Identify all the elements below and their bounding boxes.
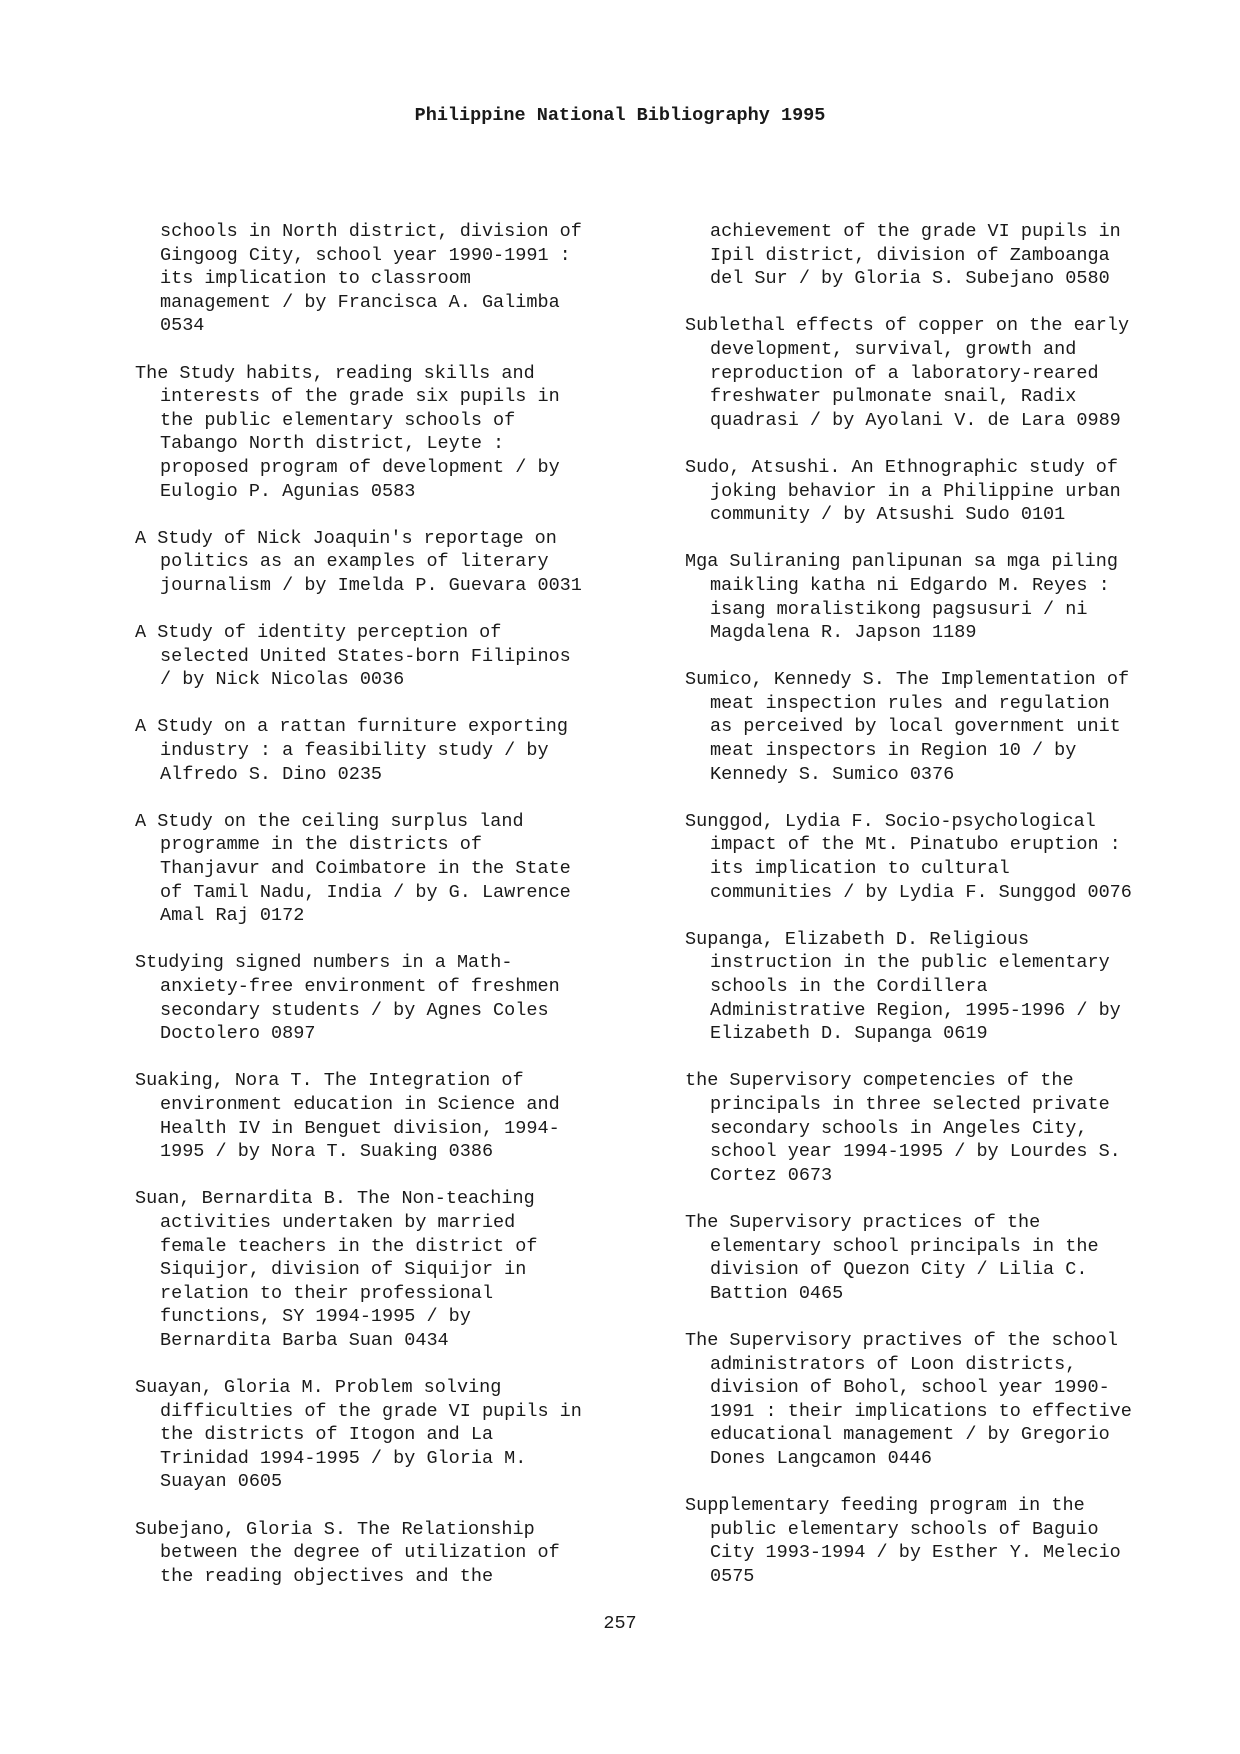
bibliography-entry: The Study habits, reading skills and interests of the grade six pupils in the public elementary schools of Tabango North district, Leyte : proposed program of development / by Eulogio P. Agunias 0583 <box>135 362 560 502</box>
bibliography-entry: The Supervisory practives of the school administrators of Loon districts, division of Bohol, school year 1990- 1991 : their implications to effective educational management / by Gregorio Dones Langcamon 0446 <box>685 1329 1132 1469</box>
bibliography-entry: Sublethal effects of copper on the early development, survival, growth and reproduction of a laboratory-reared freshwater pulmonate snail, Radix quadrasi / by Ayolani V. de Lara 0989 <box>685 315 1130 431</box>
bibliography-entry: Suayan, Gloria M. Problem solving difficulties of the grade VI pupils in the districts of Itogon and La Trinidad 1994-1995 / by Gloria M. Suayan 0605 <box>135 1377 582 1493</box>
bibliography-entry: Suaking, Nora T. The Integration of environment education in Science and Health IV in Benguet division, 1994- 1995 / by Nora T. Suaking 0386 <box>135 1070 560 1163</box>
bibliography-entry: Studying signed numbers in a Math- anxiety-free environment of freshmen secondary students / by Agnes Coles Doctolero 0897 <box>135 952 560 1045</box>
bibliography-entry: Supanga, Elizabeth D. Religious instruction in the public elementary schools in the Cordillera Administrative Region, 1995-1996 / by Elizabeth D. Supanga 0619 <box>685 928 1121 1045</box>
bibliography-entry: A Study of identity perception of selected United States-born Filipinos / by Nick Nicolas 0036 <box>135 622 571 691</box>
bibliography-entry: A Study of Nick Joaquin's reportage on politics as an examples of literary journalism / by Imelda P. Guevara 0031 <box>135 527 582 596</box>
bibliography-entry: Sumico, Kennedy S. The Implementation of meat inspection rules and regulation as perceived by local government unit meat inspectors in Region 10 / by Kennedy S. Sumico 0376 <box>685 669 1130 785</box>
bibliography-entry: Sunggod, Lydia F. Socio-psychological impact of the Mt. Pinatubo eruption : its implication to cultural communities / by Lydia F. Sunggod 0076 <box>685 810 1132 903</box>
bibliography-entry: Suan, Bernardita B. The Non-teaching activities undertaken by married female teachers in the district of Siquijor, division of Siquijor in relation to their professional functions, SY 1994-1995 / by Bernardita Barba Suan 0434 <box>135 1188 538 1351</box>
bibliography-entry: Sudo, Atsushi. An Ethnographic study of joking behavior in a Philippine urban community / by Atsushi Sudo 0101 <box>685 456 1121 526</box>
left-column <box>135 220 655 1612</box>
bibliography-entry: achievement of the grade VI pupils in Ipil district, division of Zamboanga del Sur / by Gloria S. Subejano 0580 <box>710 221 1121 290</box>
page-number: 257 <box>603 1613 637 1634</box>
bibliography-entry: The Supervisory practices of the elementary school principals in the division of Quezon City / Lilia C. Battion 0465 <box>685 1211 1099 1304</box>
bibliography-entry: Mga Suliraning panlipunan sa mga piling maikling katha ni Edgardo M. Reyes : isang moralistikong pagsusuri / ni Magdalena R. Japson 1189 <box>685 551 1118 644</box>
bibliography-entry: schools in North district, division of Gingoog City, school year 1990-1991 : its implication to classroom management / by Francisca A. Galimba 0534 <box>160 221 582 337</box>
bibliography-entry: A Study on a rattan furniture exporting industry : a feasibility study / by Alfredo S. Dino 0235 <box>135 716 568 785</box>
bibliography-entry: Subejano, Gloria S. The Relationship between the degree of utilization of the reading objectives and the <box>135 1518 560 1587</box>
page-title: Philippine National Bibliography 1995 <box>414 105 826 126</box>
right-column <box>685 220 1205 1612</box>
bibliography-entry: Supplementary feeding program in the public elementary schools of Baguio City 1993-1994 / by Esther Y. Melecio 0575 <box>685 1495 1121 1587</box>
bibliography-entry: the Supervisory competencies of the principals in three selected private secondary schools in Angeles City, school year 1994-1995 / by Lourdes S. Cortez 0673 <box>685 1070 1121 1186</box>
bibliography-entry: A Study on the ceiling surplus land programme in the districts of Thanjavur and Coimbatore in the State of Tamil Nadu, India / by G. Lawrence Amal Raj 0172 <box>135 810 571 927</box>
